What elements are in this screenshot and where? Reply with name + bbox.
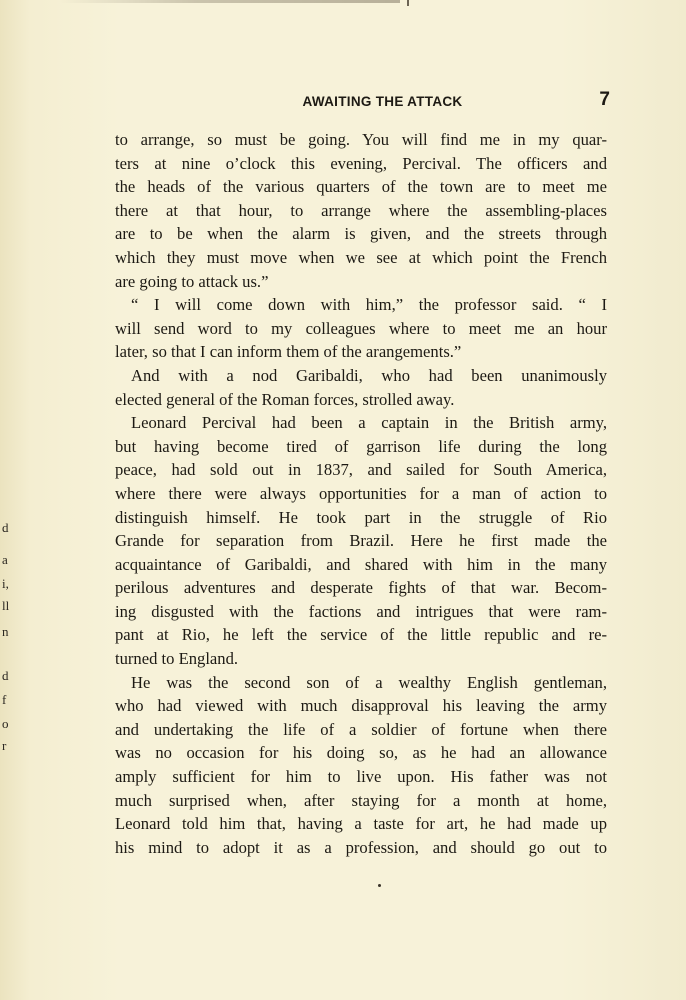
margin-fragment: i, [2,576,9,591]
text-line: much surprised when, after staying for a month at home, [115,790,607,810]
running-title: AWAITING THE ATTACK [302,94,463,109]
text-line: peace, had sold out in 1837, and sailed for South America, [115,460,607,480]
text-line: “ I will come down with him,” the professor said. “ I [131,295,607,315]
text-line: He was the second son of a wealthy English gentleman, [131,672,607,692]
text-line: his mind to adopt it as a profession, and should go out to [115,837,607,857]
text-line: pant at Rio, he left the service of the little republic and re- [115,625,607,645]
text-line: are going to attack us.” [115,271,269,291]
margin-fragment: ll [2,598,10,613]
text-line: was no occasion for his doing so, as he had an allowance [115,743,607,763]
text-line: but having become tired of garrison life during the long [115,436,607,456]
margin-fragment: f [2,692,7,707]
margin-fragment: o [2,716,9,731]
top-edge-rule [60,0,400,3]
page-header [115,89,610,116]
text-line: ing disgusted with the factions and intrigues that were ram- [115,601,607,621]
text-line: Leonard told him that, having a taste for art, he had made up [115,814,607,834]
text-line: to arrange, so must be going. You will find me in my quar- [115,130,607,149]
text-line: where there were always opportunities for a man of action to [115,483,607,503]
text-line: distinguish himself. He took part in the struggle of Rio [115,507,607,527]
text-line: perilous adventures and desperate fights of that war. Becom- [115,578,607,598]
text-line: will send word to my colleagues where to meet me an hour [115,318,607,338]
text-line: there at that hour, to arrange where the assembling-places [115,200,607,220]
margin-fragment: n [2,624,9,639]
text-line: turned to England. [115,649,239,669]
text-line: later, so that I can inform them of the arangements.” [115,342,462,362]
text-line: Grande for separation from Brazil. Here he first made the [115,531,607,551]
text-line: elected general of the Roman forces, strolled away. [115,389,455,409]
text-line: acquaintance of Garibaldi, and shared with him in the many [115,554,607,574]
text-line: and undertaking the life of a soldier of fortune when there [115,719,607,739]
page-number: 7 [599,89,610,110]
margin-fragment: a [2,552,8,567]
text-line: Leonard Percival had been a captain in the British army, [131,413,607,433]
text-line: which they must move when we see at which point the French [115,247,607,267]
text-line: And with a nod Garibaldi, who had been unanimously [131,365,607,385]
text-line: ters at nine o’clock this evening, Percival. The officers and [115,153,607,173]
margin-fragment: r [2,738,7,753]
top-edge-mark [407,0,409,6]
margin-fragment: d [2,520,9,535]
margin-fragment: d [2,668,9,683]
bottom-mark [378,884,381,887]
text-line: amply sufficient for him to live upon. His father was not [115,767,607,787]
text-line: are to be when the alarm is given, and the streets through [115,224,607,244]
text-line: the heads of the various quarters of the town are to meet me [115,177,607,197]
body-text [115,128,607,859]
text-line: who had viewed with much disapproval his leaving the army [115,696,607,716]
